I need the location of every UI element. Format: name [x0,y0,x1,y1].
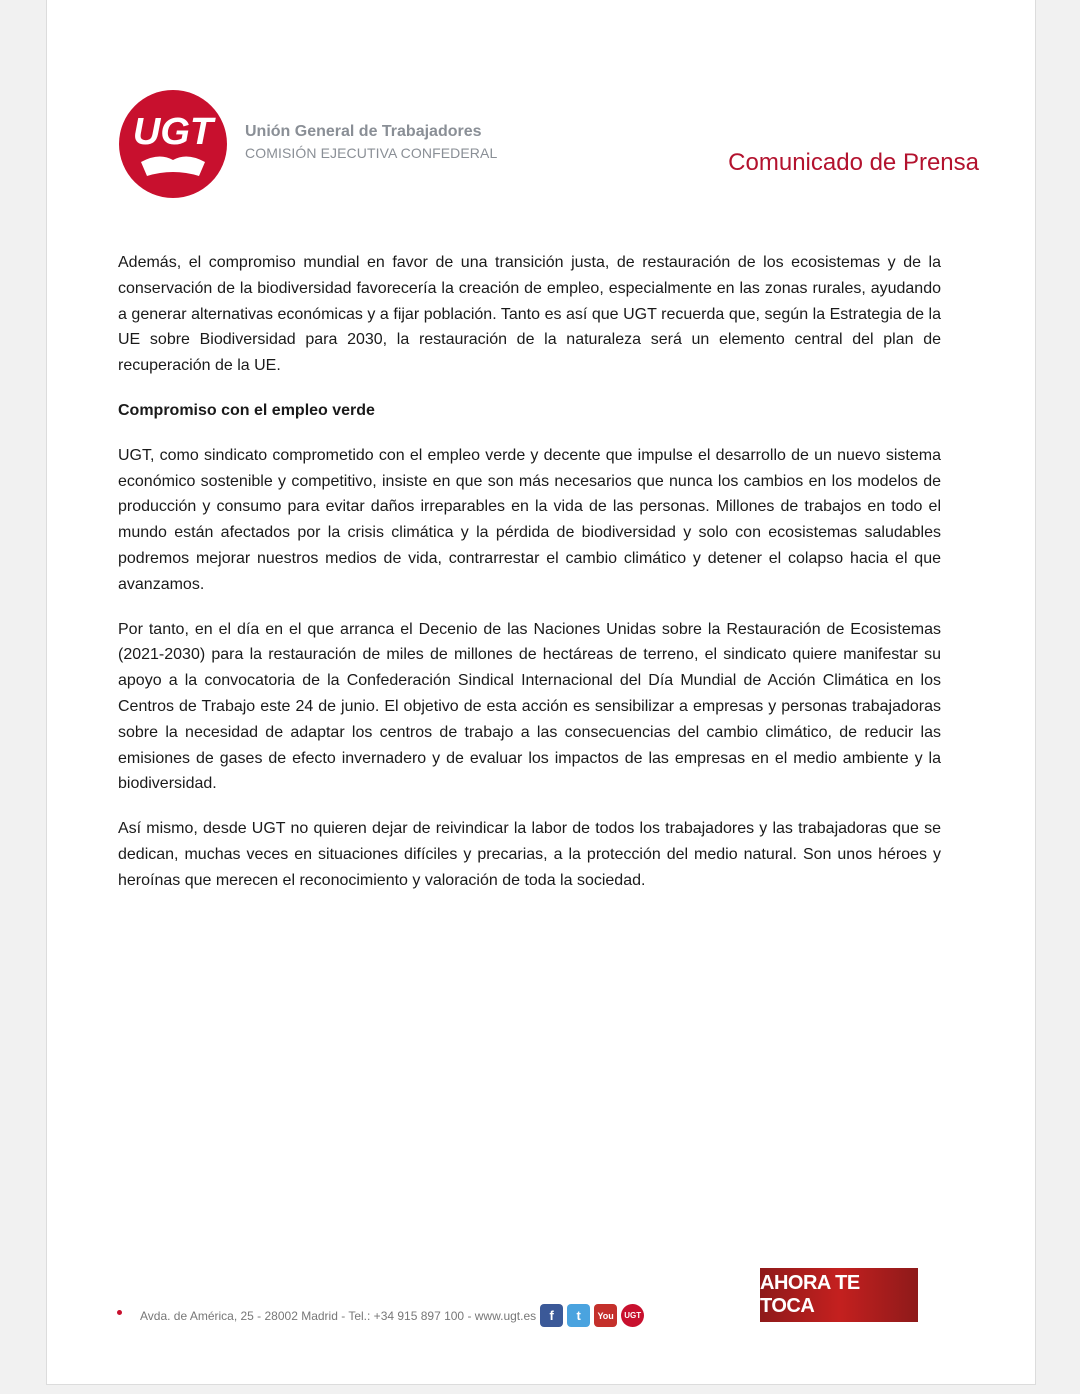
document-body [118,250,941,913]
svg-text:UGT: UGT [132,111,214,153]
paragraph: Además, el compromiso mundial en favor de una transición justa, de restauración de los ecosistemas y de la conservación de la biodiversidad favorecería la creación de empleo, especialmente en las zonas rurales, ayudando a generar alternativas económicas y a fijar población. Tanto es así que UGT recuerda que, según la Estrategia de la UE sobre Biodiversidad para 2030, la restauración de la naturaleza será un elemento central del plan de recuperación de la UE. [118,254,941,375]
paragraph: Así mismo, desde UGT no quieren dejar de reivindicar la labor de todos los trabajadores y las trabajadoras que se dedican, muchas veces en situaciones difíciles y precarias, a la protección del medio natural. Son unos héroes y heroínas que merecen el reconocimiento y valoración de toda la sociedad. [118,820,941,889]
org-subtitle: COMISIÓN EJECUTIVA CONFEDERAL [245,145,498,161]
footer [117,1304,644,1327]
twitter-icon[interactable]: t [567,1304,590,1327]
paragraph: Por tanto, en el día en el que arranca el Decenio de las Naciones Unidas sobre la Restauración de Ecosistemas (2021-2030) para la restauración de miles de millones de hectáreas de terreno, el sindicato quiere manifestar su apoyo a la convocatoria de la Confederación Sindical Internacional del Día Mundial de Acción Climática en los Centros de Trabajo este 24 de junio. El objetivo de esta acción es sensibilizar a empresas y personas trabajadoras sobre la necesidad de adaptar los centros de trabajo a las consecuencias del cambio climático, de reducir las emisiones de gases de efecto invernadero y de evaluar los impactos de las empresas en el medio ambiente y la biodiversidad. [118,620,941,793]
footer-address: Avda. de América, 25 - 28002 Madrid - Tel.: +34 915 897 100 - www.ugt.es [140,1308,537,1323]
section-heading: Compromiso con el empleo verde [118,401,375,419]
ahora-te-toca-banner[interactable]: AHORA TE TOCA [760,1268,918,1322]
document-page [46,0,1036,1385]
bullet-icon [117,1310,122,1315]
org-name: Unión General de Trabajadores [245,123,482,140]
ugt-icon[interactable]: UGT [621,1304,644,1327]
document-type: Comunicado de Prensa [728,149,979,176]
ugt-logo [119,90,227,198]
paragraph: UGT, como sindicato comprometido con el empleo verde y decente que impulse el desarrollo de un nuevo sistema económico sostenible y competitivo, insiste en que son más necesarios que nunca los cambios en los modelos de producción y consumo para evitar daños irreparables en la vida de las personas. Millones de trabajos en todo el mundo están afectados por la crisis climática y la pérdida de biodiversidad y solo con ecosistemas saludables podremos mejorar nuestros medios de vida, contrarrestar el cambio climático y detener el colapso hacia el que avanzamos. [118,446,941,593]
organization-block [245,123,497,161]
youtube-icon[interactable]: You [594,1304,617,1327]
facebook-icon[interactable]: f [540,1304,563,1327]
